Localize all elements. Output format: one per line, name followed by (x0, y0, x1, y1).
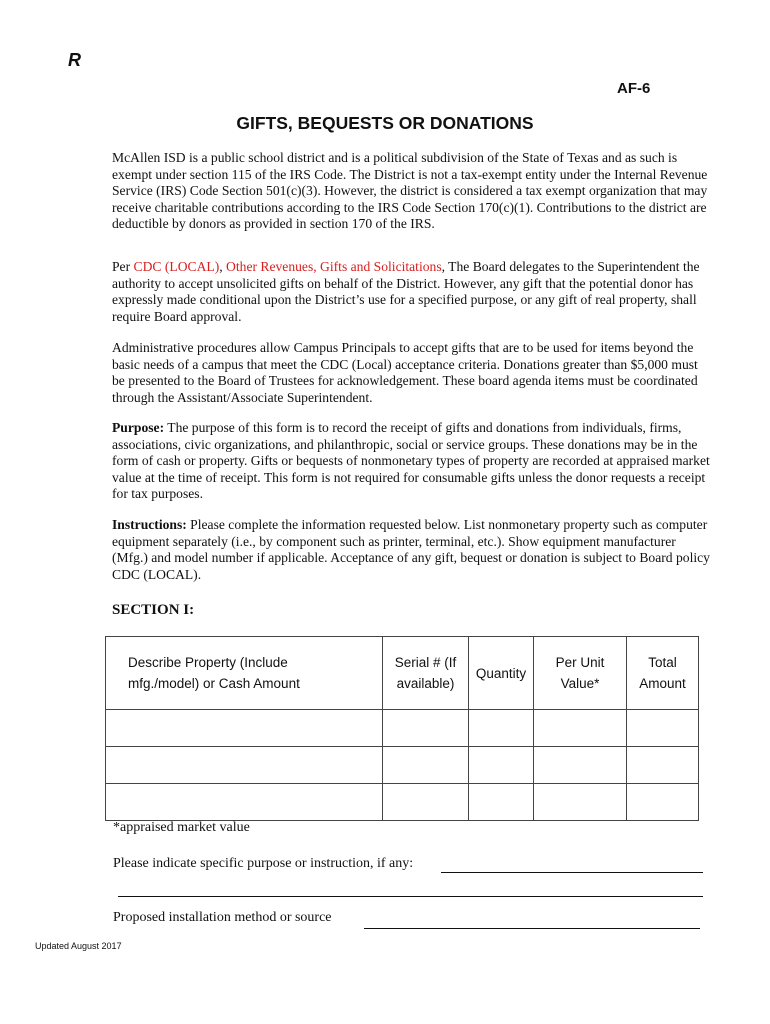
policy-paragraph (112, 259, 712, 325)
purpose-text (112, 420, 712, 503)
purpose-input-line-2[interactable] (118, 896, 703, 897)
admin-paragraph (112, 340, 712, 406)
purpose-paragraph (112, 420, 712, 503)
purpose-body: The purpose of this form is to record the receipt of gifts and donations from individuals, firms, associations, civic organizations, and philanthropic, social or service groups. These donations may be in the form of cash or property. Gifts or bequests of nonmonetary types of property are recorded at appraised market value at the time of receipt. This form is not required for consumable gifts unless the donor requests a receipt for tax purposes. (112, 420, 710, 502)
installation-input-line[interactable] (364, 928, 700, 929)
donation-table (105, 636, 699, 821)
installation-prompt: Proposed installation method or source (113, 910, 332, 925)
page-title: GIFTS, BEQUESTS OR DONATIONS (236, 113, 534, 133)
serial-cell[interactable] (383, 710, 469, 747)
describe-cell[interactable] (106, 747, 383, 784)
col-per-unit-header (534, 637, 627, 710)
admin-text: Administrative procedures allow Campus Principals to accept gifts that are to be used for items beyond the basic needs of a campus that meet the CDC (Local) acceptance criteria. Donations greater than $5,000 must be presented to the Board of Trustees for acknowledgement. These board agenda items must be coordinated through the Assistant/Associate Superintendent. (112, 340, 698, 405)
instructions-body: Please complete the information requested below. List nonmonetary property such as computer equipment separately (i.e., by component such as printer, terminal, etc.). Show equipment manufacturer (Mfg.) and model number if applicable. Acceptance of any gift, bequest or donation is subject to Board policy CDC (LOCAL). (112, 517, 710, 582)
col-describe-line1: Describe Property (Include (128, 655, 288, 670)
policy-comma: , (219, 259, 227, 274)
per-unit-cell[interactable] (534, 710, 627, 747)
intro-text: McAllen ISD is a public school district and is a political subdivision of the State of Texas and as such is exempt under section 115 of the IRS Code. The District is not a tax-exempt entity under the Internal Revenue Service (IRS) Code Section 501(c)(3). However, the district is considered a tax exempt organization that may receive charitable contributions according to the IRS Code Section 170(c)(1). Contributions to the district are deductible by donors as provided in section 170 of the IRS. (112, 150, 708, 232)
col-describe-line2: mfg./model) or Cash Amount (128, 676, 300, 691)
col-serial-header (383, 637, 469, 710)
purpose-prompt: Please indicate specific purpose or instruction, if any: (113, 856, 414, 871)
instructions-text (112, 517, 712, 583)
col-per-unit-line2: Value* (560, 676, 600, 691)
appraised-footnote: *appraised market value (113, 820, 250, 835)
col-total-line2: Amount (639, 676, 686, 691)
col-total-line1: Total (648, 655, 677, 670)
section-title: SECTION I: (112, 602, 195, 618)
instructions-label: Instructions: (112, 517, 187, 532)
table-header-row (106, 637, 699, 710)
serial-cell[interactable] (383, 747, 469, 784)
table-row (106, 747, 699, 784)
purpose-label: Purpose: (112, 420, 165, 435)
describe-cell[interactable] (106, 784, 383, 821)
col-describe-header (106, 637, 383, 710)
serial-cell[interactable] (383, 784, 469, 821)
corner-mark: R (68, 50, 81, 70)
quantity-cell[interactable] (469, 784, 534, 821)
policy-rest: , The Board delegates to the Superintendent the authority to accept unsolicited gifts on behalf of the District. However, any gift that the potential donor has expressly made conditional upon the District’s use for a specified purpose, or any gift of real property, shall require Board approval. (112, 259, 700, 324)
updated-date: Updated August 2017 (35, 941, 122, 951)
total-cell[interactable] (627, 784, 699, 821)
policy-text (112, 259, 712, 325)
per-unit-cell[interactable] (534, 747, 627, 784)
describe-cell[interactable] (106, 710, 383, 747)
policy-ref-link[interactable]: CDC (LOCAL) (133, 259, 220, 274)
form-code: AF-6 (617, 80, 651, 97)
col-serial-line1: Serial # (If (394, 655, 457, 670)
col-total-header (627, 637, 699, 710)
table-row (106, 710, 699, 747)
col-serial-line2: available) (396, 676, 455, 691)
total-cell[interactable] (627, 710, 699, 747)
per-unit-cell[interactable] (534, 784, 627, 821)
quantity-cell[interactable] (469, 747, 534, 784)
col-quantity-header (469, 637, 534, 710)
intro-paragraph (112, 150, 712, 233)
instructions-paragraph (112, 517, 712, 583)
quantity-cell[interactable] (469, 710, 534, 747)
col-quantity-label: Quantity (475, 665, 527, 681)
col-per-unit-line1: Per Unit (555, 655, 605, 670)
policy-title-link[interactable]: Other Revenues, Gifts and Solicitations (226, 259, 442, 274)
table-row (106, 784, 699, 821)
total-cell[interactable] (627, 747, 699, 784)
purpose-input-line[interactable] (441, 872, 703, 873)
policy-prefix: Per (112, 259, 134, 274)
